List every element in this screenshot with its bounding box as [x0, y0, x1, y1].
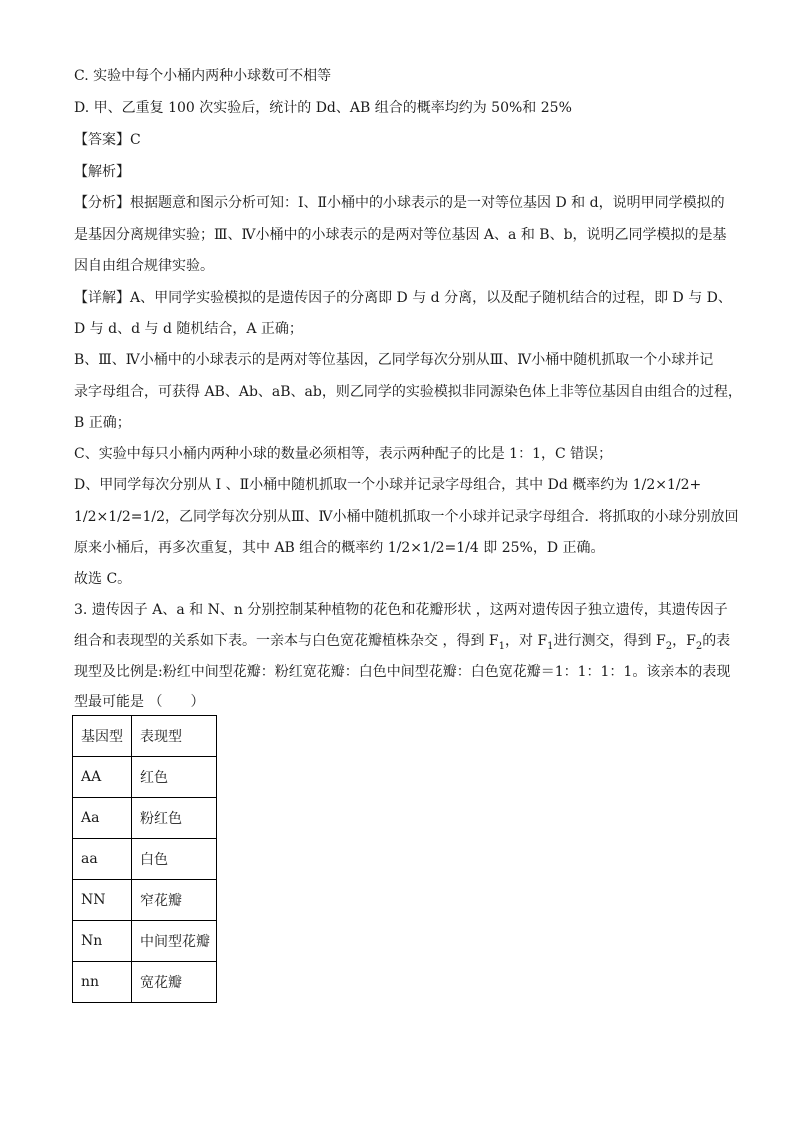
genotype-cell: Nn: [73, 921, 132, 962]
table-row: [73, 757, 217, 798]
table-row: [73, 798, 217, 839]
detail-text-1: 【详解】A、甲同学实验模拟的是遗传因子的分离即 D 与 d 分离，以及配子随机结合的过程，即 D 与 D、: [74, 290, 732, 306]
genotype-cell: aa: [73, 839, 132, 880]
option-c: C. 实验中每个小桶内两种小球数可不相等: [74, 68, 332, 84]
analysis-text-3: 因自由组合规律实验。: [74, 258, 214, 274]
phenotype-cell: 红色: [132, 757, 217, 798]
phenotype-cell: 宽花瓣: [132, 962, 217, 1003]
question-3-line-2: [74, 631, 744, 651]
phenotype-cell: 窄花瓣: [132, 880, 217, 921]
genotype-cell: AA: [73, 757, 132, 798]
q3-sub-3: 2: [665, 640, 673, 652]
analysis-text-2: 是基因分离规律实验；Ⅲ、Ⅳ小桶中的小球表示的是两对等位基因 A、a 和 B、b，说明乙同学模拟的是基: [74, 227, 727, 243]
detail-text-7: D、甲同学每次分别从 I 、Ⅱ小桶中随机抓取一个小球并记录字母组合，其中 Dd 概率约为 1/2×1/2+: [74, 477, 702, 493]
table-header-row: [73, 716, 217, 757]
phenotype-cell: 白色: [132, 839, 217, 880]
phenotype-cell: 中间型花瓣: [132, 921, 217, 962]
table-row: [73, 962, 217, 1003]
table-row: [73, 880, 217, 921]
q3-sub-4: 2: [695, 640, 703, 652]
table-row: [73, 839, 217, 880]
header-genotype: 基因型: [73, 716, 132, 757]
q3-text-c: 进行测交，得到 F: [553, 633, 666, 649]
genotype-phenotype-table: [72, 715, 217, 1003]
header-phenotype: 表现型: [132, 716, 217, 757]
genotype-cell: Aa: [73, 798, 132, 839]
genotype-cell: NN: [73, 880, 132, 921]
detail-text-9: 原来小桶后，再多次重复，其中 AB 组合的概率约 1/2×1/2=1/4 即 25%，D 正确。: [74, 540, 605, 556]
analysis-text-1: 【分析】根据题意和图示分析可知：I、Ⅱ小桶中的小球表示的是一对等位基因 D 和 d，说明甲同学模拟的: [74, 195, 725, 211]
detail-text-3: B、Ⅲ、Ⅳ小桶中的小球表示的是两对等位基因，乙同学每次分别从Ⅲ、Ⅳ小桶中随机抓取一个小球并记: [74, 352, 714, 368]
conclusion: 故选 C。: [74, 571, 132, 587]
genotype-cell: nn: [73, 962, 132, 1003]
q3-sub-2: 1: [547, 640, 554, 652]
question-3-line-3: 现型及比例是:粉红中间型花瓣：粉红宽花瓣：白色中间型花瓣：白色宽花瓣＝1：1：1：1。该亲本的表现: [74, 664, 731, 680]
detail-text-4: 录字母组合，可获得 AB、Ab、aB、ab，则乙同学的实验模拟非同源染色体上非等位基因自由组合的过程，: [74, 384, 742, 400]
table-row: [73, 921, 217, 962]
question-3-line-1: 3. 遗传因子 A、a 和 N、n 分别控制某种植物的花色和花瓣形状 ，这两对遗传因子独立遗传，其遗传因子: [74, 602, 728, 618]
q3-text-d: ，F: [672, 633, 696, 649]
detail-text-2: D 与 d、d 与 d 随机结合，A 正确；: [74, 321, 303, 337]
detail-text-6: C、实验中每只小桶内两种小球的数量必须相等，表示两种配子的比是 1：1，C 错误；: [74, 446, 613, 462]
q3-sub-1: 1: [498, 640, 505, 652]
phenotype-cell: 粉红色: [132, 798, 217, 839]
detail-text-5: B 正确；: [74, 415, 131, 431]
option-d: D. 甲、乙重复 100 次实验后，统计的 Dd、AB 组合的概率均约为 50%和 25%: [74, 100, 572, 116]
q3-text-a: 组合和表现型的关系如下表。一亲本与白色宽花瓣植株杂交 ，得到 F: [74, 633, 499, 649]
analysis-heading: 【解析】: [74, 164, 130, 180]
question-3-line-4: 型最可能是 （ ）: [74, 694, 205, 710]
detail-text-8: 1/2×1/2=1/2，乙同学每次分别从Ⅲ、Ⅳ小桶中随机抓取一个小球并记录字母组合．将抓取的小球分别放回: [74, 509, 739, 525]
q3-text-e: 的表: [702, 633, 731, 649]
answer: 【答案】C: [74, 132, 141, 148]
q3-text-b: ，对 F: [505, 633, 548, 649]
